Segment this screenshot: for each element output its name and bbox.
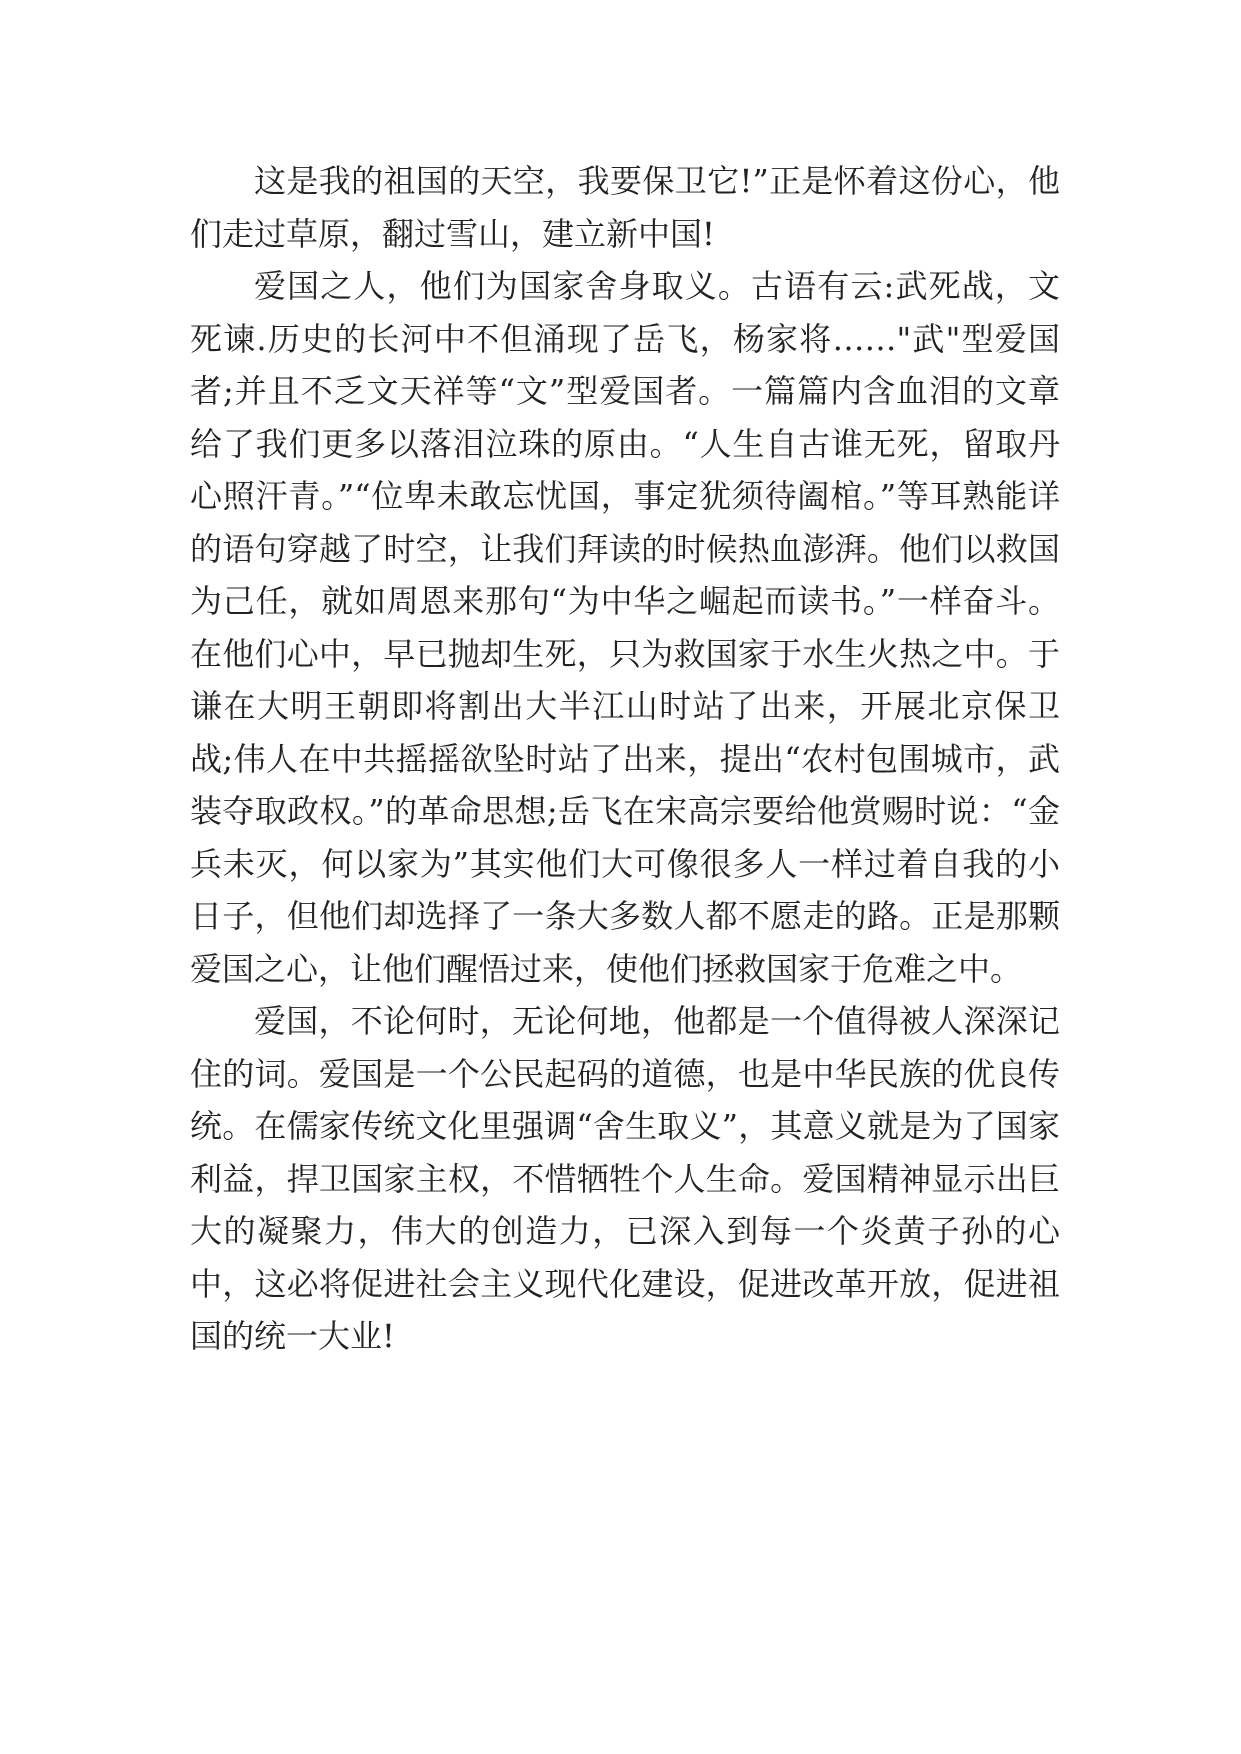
document-body <box>190 155 1060 1363</box>
paragraph-1: 这是我的祖国的天空，我要保卫它!”正是怀着这份心，他们走过草原，翻过雪山，建立新中国! <box>190 162 1060 253</box>
paragraph-2: 爱国之人，他们为国家舍身取义。古语有云:武死战，文死谏.历史的长河中不但涌现了岳飞，杨家将……"武"型爱国者;并且不乏文天祥等“文”型爱国者。一篇篇内含血泪的文章给了我们更多以落泪泣珠的原由。“人生自古谁无死，留取丹心照汗青。”“位卑未敢忘忧国，事定犹须待阖棺。”等耳熟能详的语句穿越了时空，让我们拜读的时候热血澎湃。他们以救国为己任，就如周恩来那句“为中华之崛起而读书。”一样奋斗。在他们心中，早已抛却生死，只为救国家于水生火热之中。于谦在大明王朝即将割出大半江山时站了出来，开展北京保卫战;伟人在中共摇摇欲坠时站了出来，提出“农村包围城市，武装夺取政权。”的革命思想;岳飞在宋高宗要给他赏赐时说：“金兵未灭，何以家为”其实他们大可像很多人一样过着自我的小日子，但他们却选择了一条大多数人都不愿走的路。正是那颗爱国之心，让他们醒悟过来，使他们拯救国家于危难之中。 <box>190 267 1060 988</box>
paragraph-3: 爱国，不论何时，无论何地，他都是一个值得被人深深记住的词。爱国是一个公民起码的道德，也是中华民族的优良传统。在儒家传统文化里强调“舍生取义”，其意义就是为了国家利益，捍卫国家主权，不惜牺牲个人生命。爱国精神显示出巨大的凝聚力，伟大的创造力，已深入到每一个炎黄子孙的心中，这必将促进社会主义现代化建设，促进改革开放，促进祖国的统一大业! <box>190 1002 1060 1355</box>
